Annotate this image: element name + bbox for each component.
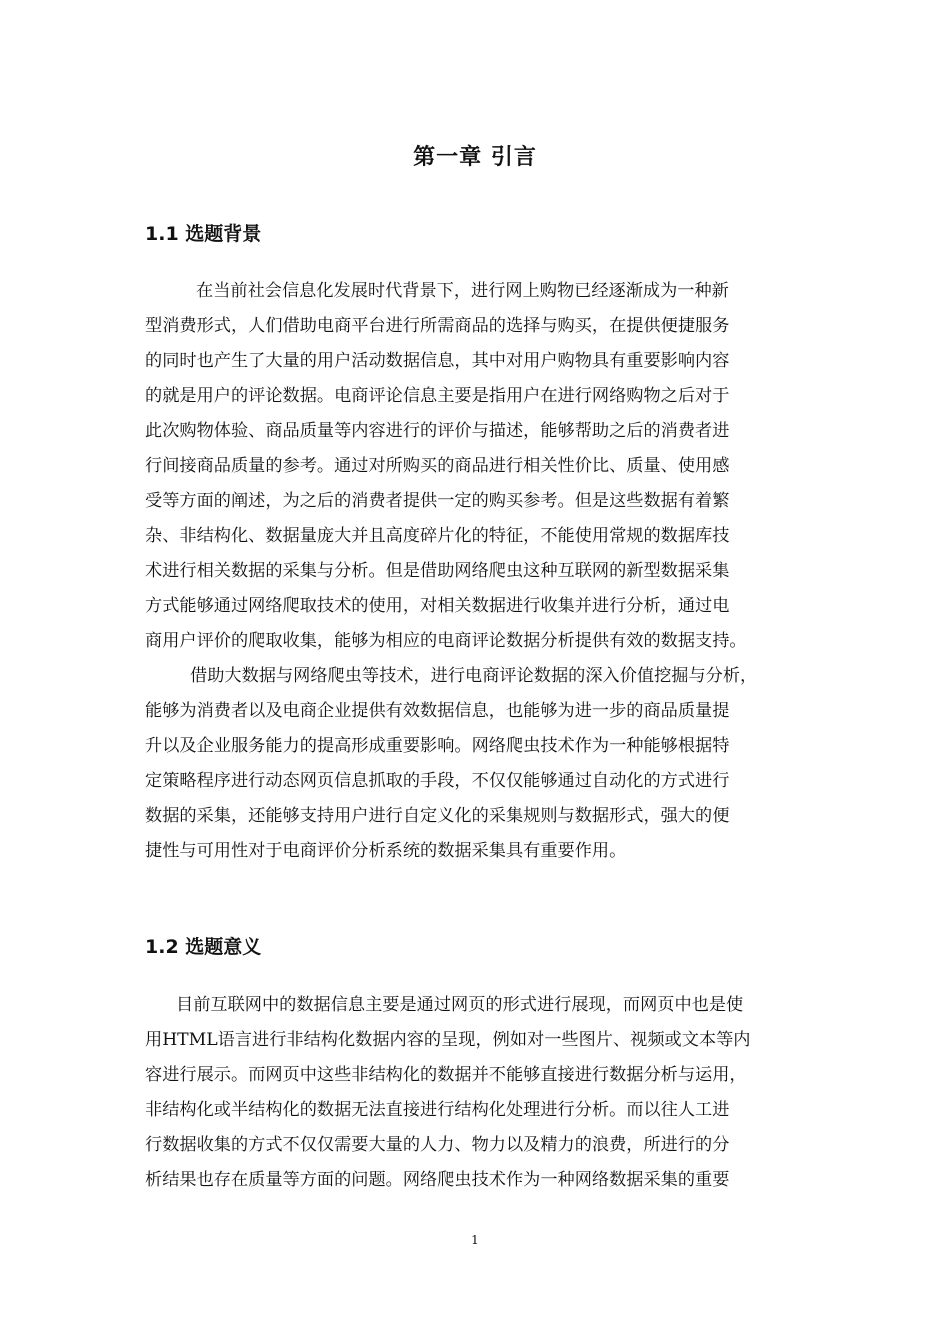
paragraph-line: 的就是用户的评论数据。电商评论信息主要是指用户在进行网络购物之后对于: [145, 386, 730, 406]
paragraph-line: 的同时也产生了大量的用户活动数据信息，其中对用户购物具有重要影响内容: [145, 351, 730, 371]
paragraph-line: 方式能够通过网络爬取技术的使用，对相关数据进行收集并进行分析，通过电: [145, 596, 730, 616]
paragraph-line: 在当前社会信息化发展时代背景下，进行网上购物已经逐渐成为一种新: [196, 281, 729, 301]
page-number: 1: [471, 1233, 479, 1247]
paragraph-line: 定策略程序进行动态网页信息抓取的手段，不仅仅能够通过自动化的方式进行: [145, 771, 730, 791]
paragraph-line: 受等方面的阐述，为之后的消费者提供一定的购买参考。但是这些数据有着繁: [145, 491, 730, 511]
paragraph-line: 术进行相关数据的采集与分析。但是借助网络爬虫这种互联网的新型数据采集: [145, 561, 730, 581]
paragraph-line: 升以及企业服务能力的提高形成重要影响。网络爬虫技术作为一种能够根据特: [145, 736, 730, 756]
paragraph-line: 商用户评价的爬取收集，能够为相应的电商评论数据分析提供有效的数据支持。: [145, 631, 747, 651]
paragraph-line: 行间接商品质量的参考。通过对所购买的商品进行相关性价比、质量、使用感: [145, 456, 730, 476]
paragraph-line: 杂、非结构化、数据量庞大并且高度碎片化的特征，不能使用常规的数据库技: [145, 526, 730, 546]
paragraph-line: 非结构化或半结构化的数据无法直接进行结构化处理进行分析。而以往人工进: [145, 1100, 730, 1120]
paragraph-line: 析结果也存在质量等方面的问题。网络爬虫技术作为一种网络数据采集的重要: [145, 1170, 730, 1190]
chapter-title: 第一章 引言: [413, 145, 537, 170]
paragraph-line: 借助大数据与网络爬虫等技术，进行电商评论数据的深入价值挖掘与分析，: [190, 666, 758, 686]
paragraph-line: 此次购物体验、商品质量等内容进行的评价与描述，能够帮助之后的消费者进: [145, 421, 730, 441]
paragraph-line: 用HTML语言进行非结构化数据内容的呈现，例如对一些图片、视频或文本等内: [145, 1030, 751, 1050]
section-heading-significance: 1.2 选题意义: [145, 936, 262, 958]
paragraph-line: 能够为消费者以及电商企业提供有效数据信息，也能够为进一步的商品质量提: [145, 701, 730, 721]
section-heading-background: 1.1 选题背景: [145, 223, 262, 245]
paragraph-line: 捷性与可用性对于电商评价分析系统的数据采集具有重要作用。: [145, 841, 627, 861]
paragraph-line: 型消费形式，人们借助电商平台进行所需商品的选择与购买，在提供便捷服务: [145, 316, 730, 336]
paragraph-line: 行数据收集的方式不仅仅需要大量的人力、物力以及精力的浪费，所进行的分: [145, 1135, 730, 1155]
paragraph-line: 容进行展示。而网页中这些非结构化的数据并不能够直接进行数据分析与运用，: [145, 1065, 747, 1085]
paragraph-line: 目前互联网中的数据信息主要是通过网页的形式进行展现，而网页中也是使: [176, 995, 744, 1015]
paragraph-line: 数据的采集，还能够支持用户进行自定义化的采集规则与数据形式，强大的便: [145, 806, 730, 826]
